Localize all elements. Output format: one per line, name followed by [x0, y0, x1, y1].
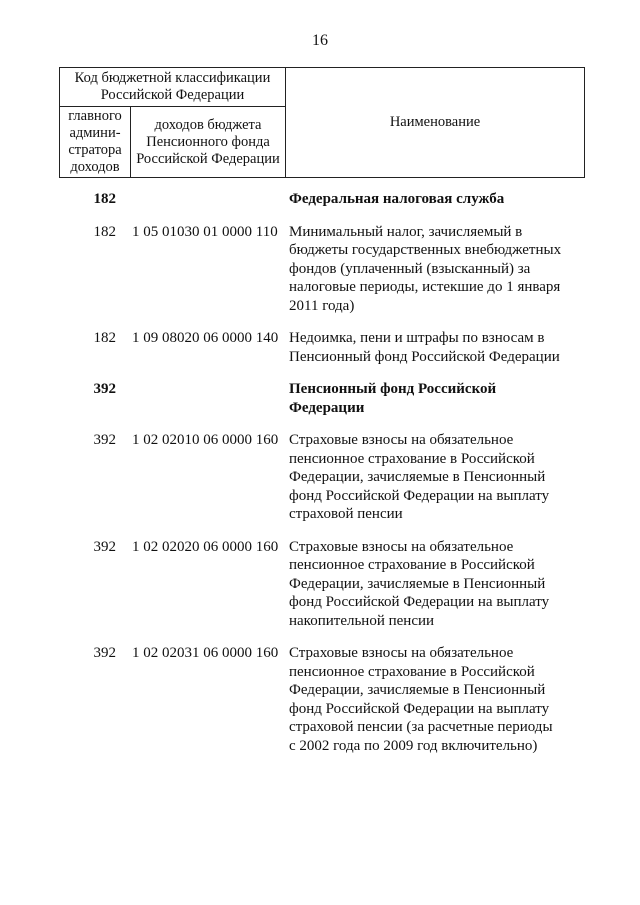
income-name-line: налоговые периоды, истекшие до 1 января: [289, 279, 561, 295]
administrator-code: 182: [93, 191, 116, 207]
classification-header-table: [59, 67, 585, 178]
income-name-line: Страховые взносы на обязательное: [289, 645, 514, 661]
income-code: 1 05 01030 01 0000 110: [132, 223, 278, 240]
income-code: 1 02 02031 06 0000 160: [132, 645, 279, 661]
income-name: [289, 644, 559, 755]
income-name-line: Страховые взносы на обязательное: [289, 538, 514, 555]
income-name-line: Недоимка, пени и штрафы по взносам в: [289, 330, 545, 346]
administrator-code: 392: [93, 538, 116, 555]
income-name-line: пенсионное страхование в Российской: [289, 663, 535, 680]
income-name-line: Федеральная налоговая служба: [289, 191, 505, 207]
income-name-line: Минимальный налог, зачисляемый в: [289, 223, 523, 240]
income-name: [289, 431, 559, 524]
administrator-code: 392: [93, 381, 116, 397]
table-row: [0, 329, 640, 366]
income-name-line: бюджеты государственных внебюджетных: [289, 242, 562, 258]
income-name: [289, 190, 559, 209]
income-name-line: 2011 года): [289, 297, 355, 314]
main-administrator-column-header: главного админи-стратора доходов: [60, 107, 131, 178]
income-code: 1 02 02020 06 0000 160: [132, 538, 279, 555]
income-name: [289, 223, 562, 316]
name-column-header: Наименование: [286, 68, 585, 178]
budget-classification-code-header: Код бюджетной классификации Российской Федерации: [60, 68, 286, 107]
income-name-line: накопительной пенсии: [289, 612, 435, 629]
administrator-code: 182: [93, 330, 116, 346]
income-name-line: страховой пенсии (за расчетные периоды: [289, 719, 553, 735]
income-code: 1 09 08020 06 0000 140: [132, 330, 279, 346]
table-row: [0, 223, 640, 316]
table-row: [0, 538, 640, 631]
income-name-line: Страховые взносы на обязательное: [289, 432, 514, 448]
income-name-line: страховой пенсии: [289, 506, 403, 522]
table-row: [0, 644, 640, 755]
income-code: 1 02 02010 06 0000 160: [132, 432, 279, 448]
table-row: [0, 190, 640, 209]
classification-rows: [0, 190, 640, 769]
administrator-code: 392: [93, 432, 116, 448]
income-name: [289, 380, 559, 417]
income-name: [289, 538, 559, 631]
page-number: 16: [312, 32, 328, 49]
administrator-code: 182: [93, 223, 116, 240]
table-row: [0, 431, 640, 524]
income-name-line: Пенсионный фонд Российской: [289, 381, 497, 397]
pension-fund-income-column-header: доходов бюджета Пенсионного фонда Российской Федерации: [131, 107, 286, 178]
income-name-line: с 2002 года по 2009 год включительно): [289, 737, 538, 754]
income-name-line: фондов (уплаченный (взысканный) за: [289, 260, 531, 277]
income-name-line: Федерации, зачисляемые в Пенсионный: [289, 575, 546, 592]
income-name-line: Федерации, зачисляемые в Пенсионный: [289, 469, 546, 485]
income-name-line: Федерации, зачисляемые в Пенсионный: [289, 682, 546, 698]
income-name-line: Федерации: [289, 399, 365, 416]
income-name-line: фонд Российской Федерации на выплату: [289, 700, 550, 717]
income-name-line: пенсионное страхование в Российской: [289, 557, 535, 573]
table-row: [0, 380, 640, 417]
administrator-code: 392: [93, 645, 116, 661]
income-name-line: фонд Российской Федерации на выплату: [289, 594, 550, 610]
income-name-line: пенсионное страхование в Российской: [289, 450, 535, 467]
income-name-line: Пенсионный фонд Российской Федерации: [289, 348, 560, 365]
income-name-line: фонд Российской Федерации на выплату: [289, 487, 550, 504]
income-name: [289, 329, 559, 366]
